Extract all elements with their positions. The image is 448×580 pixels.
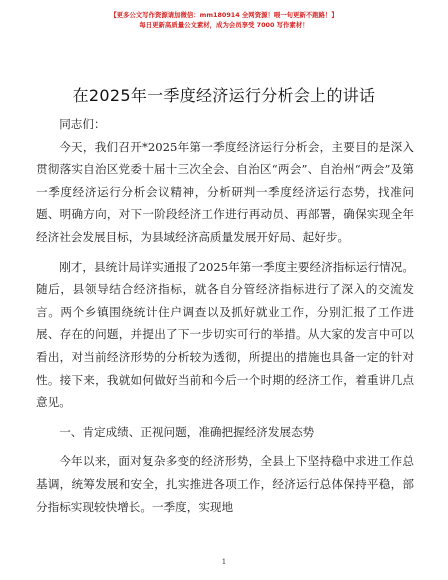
promo-line-1: 【更多公文写作资源请加微信：mm180914 全网资源！喂一句更新不跑路！】 [110,11,338,19]
document-body [36,113,414,518]
page-number: 1 [221,558,227,566]
promo-line-2: 每日更新高质量公文素材，成为会员享受 7000 写作素材！ [139,21,309,29]
paragraph-3: 今年以来，面对复杂多变的经济形势，全县上下坚持稳中求进工作总基调，统筹发展和安全，扎实推进各项工作，经济运行总体保持平稳，部分指标实现较快增长。一季度，实现地 [36,454,414,514]
paragraph-1: 今天，我们召开*2025年第一季度经济运行分析会，主要目的是深入贯彻落实自治区党委十届十三次全会、自治区“两会”、自治州“两会”及第一季度经济运行分析会议精神，分析研判一季度经济运行态势，找准问题、明确方向，对下一阶段经济工作进行再动员、再部署，确保实现全年经济社会发展目标，为县域经济高质量发展开好局、起好步。 [36,139,414,244]
salutation: 同志们： [59,117,106,131]
section-heading: 一、肯定成绩、正视问题，准确把握经济发展态势 [59,424,315,439]
paragraph-2: 刚才，县统计局详实通报了2025年第一季度主要经济指标运行情况。随后，县领导结合经济指标，就各自分管经济指标进行了深入的交流发言。两个乡镇围绕统计住户调查以及抓好就业工作，分别汇报了工作进展、存在的问题，并提出了下一步切实可行的举措。从大家的发言中可以看出，对当前经济形势的分析较为透彻，所提出的措施也具备一定的针对性。接下来，我就如何做好当前和今后一个时期的经济工作，着重讲几点意见。 [36,259,414,410]
promo-banner [40,10,408,30]
document-title: 在2025年一季度经济运行分析会上的讲话 [72,86,376,105]
